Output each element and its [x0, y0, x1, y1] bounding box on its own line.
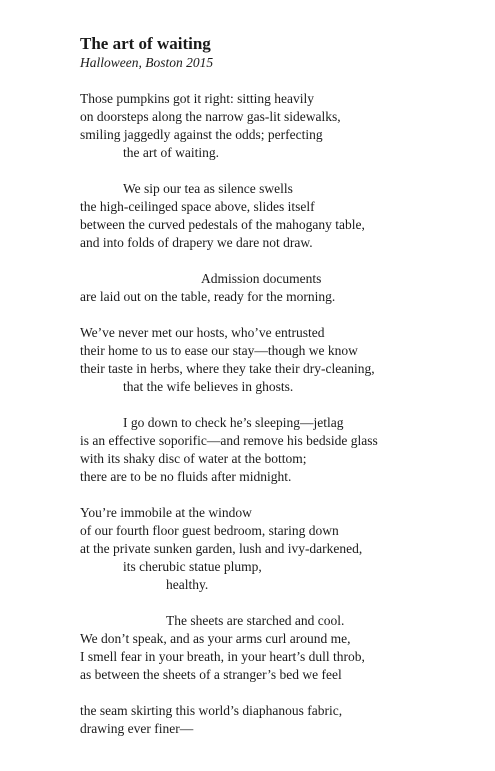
poem-stanza [80, 270, 480, 306]
poem-line: Admission documents [201, 271, 322, 286]
poem-line: its cherubic statue plump, [123, 559, 262, 574]
poem-page [80, 34, 480, 756]
poem-line: on doorsteps along the narrow gas-lit sidewalks, [80, 109, 341, 124]
poem-line: I smell fear in your breath, in your heart’s dull throb, [80, 649, 365, 664]
poem-line: there are to be no fluids after midnight. [80, 469, 292, 484]
poem-title: The art of waiting [80, 34, 211, 53]
poem-line: The sheets are starched and cool. [166, 613, 345, 628]
poem-line: the art of waiting. [123, 145, 219, 160]
poem-line: the seam skirting this world’s diaphanous fabric, [80, 703, 343, 718]
poem-line: drawing ever finer— [80, 721, 194, 736]
poem-line: their home to us to ease our stay—though we know [80, 343, 358, 358]
poem-line: Those pumpkins got it right: sitting heavily [80, 91, 314, 106]
poem-line: I go down to check he’s sleeping—jetlag [123, 415, 344, 430]
poem-line: at the private sunken garden, lush and ivy-darkened, [80, 541, 363, 556]
poem-line: is an effective soporific—and remove his bedside glass [80, 433, 378, 448]
poem-stanza [80, 180, 480, 252]
poem-line: that the wife believes in ghosts. [123, 379, 294, 394]
poem-line: healthy. [166, 577, 209, 592]
poem-stanza [80, 702, 480, 738]
poem-line: and into folds of drapery we dare not draw. [80, 235, 313, 250]
poem-stanza [80, 90, 480, 162]
poem-line: We’ve never met our hosts, who’ve entrusted [80, 325, 325, 340]
poem-line: as between the sheets of a stranger’s bed we feel [80, 667, 342, 682]
poem-stanza [80, 324, 480, 396]
poem-body [80, 90, 480, 738]
poem-line: with its shaky disc of water at the bottom; [80, 451, 307, 466]
poem-line: their taste in herbs, where they take their dry-cleaning, [80, 361, 375, 376]
poem-line: are laid out on the table, ready for the morning. [80, 289, 336, 304]
poem-line: of our fourth floor guest bedroom, staring down [80, 523, 339, 538]
poem-stanza [80, 504, 480, 594]
poem-stanza [80, 414, 480, 486]
poem-line: We don’t speak, and as your arms curl around me, [80, 631, 351, 646]
poem-stanza [80, 612, 480, 684]
poem-line: We sip our tea as silence swells [123, 181, 293, 196]
poem-line: between the curved pedestals of the mahogany table, [80, 217, 365, 232]
poem-line: You’re immobile at the window [80, 505, 252, 520]
poem-line: smiling jaggedly against the odds; perfecting [80, 127, 323, 142]
poem-subtitle: Halloween, Boston 2015 [80, 55, 214, 70]
poem-line: the high-ceilinged space above, slides itself [80, 199, 315, 214]
